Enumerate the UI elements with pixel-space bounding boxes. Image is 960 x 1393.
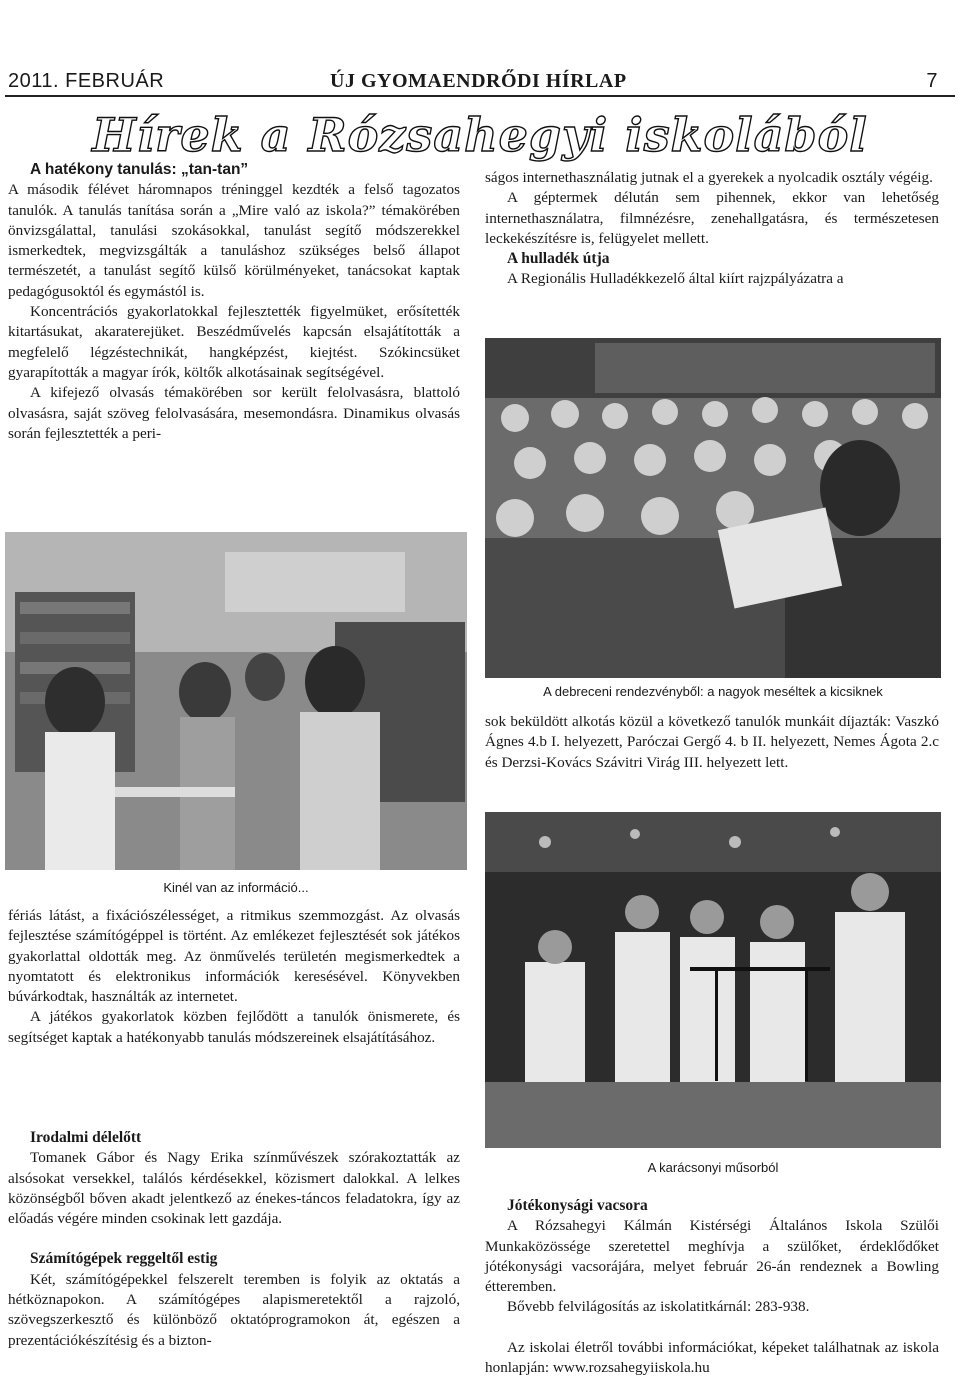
paragraph: Tomanek Gábor és Nagy Erika színművészek szórakoztatták az alsósokat versekkel, találós kérdésekkel, közismert dalokkal. A lelkes közönségből bőven akadt jelentkező az énekes-táncos feladatokra, így az előadás végére minden csokinak lett gazdája. [8, 1149, 460, 1228]
paragraph: Bővebb felvilágosítás az iskolatitkárnál: 283-938. [507, 1298, 810, 1316]
section-title-hatekony: A hatékony tanulás: „tan-tan” [30, 161, 249, 178]
photo-caption: A karácsonyi műsorból [647, 1160, 779, 1175]
photo-library-handshake [5, 532, 467, 870]
photo-children-storytime [485, 338, 941, 678]
right-column-top [485, 168, 939, 290]
photo-caption: A debreceni rendezvényből: a nagyok meséltek a kicsiknek [543, 684, 883, 699]
right-column-middle [485, 712, 939, 773]
paragraph: A géptermek délután sem pihennek, ekkor van lehetőség internethasználatra, filmnézésre, zenehallgatásra, és természetesen leckekészítésre is, felügyelet mellett. [485, 189, 939, 247]
paragraph: sok beküldött alkotás közül a következő tanulók munkáit díjazták: Vaszkó Ágnes 4.b I. helyezett, Paróczai Gergő 4. b II. helyezett, Nemes Ágota 2.c és Derzsi-Kovács Szávitri Virág III. helyezett lett. [485, 713, 939, 771]
left-column-top [8, 160, 460, 444]
section-title-irodalmi: Irodalmi délelőtt [30, 1129, 142, 1146]
photo-christmas-concert [485, 812, 941, 1148]
left-column-sections [8, 1128, 460, 1351]
header-rule [5, 95, 955, 97]
article-title: Hírek a Rózsahegyi iskolából [92, 108, 868, 162]
section-title-szamitogepek: Számítógépek reggeltől estig [30, 1250, 218, 1268]
issue-date: 2011. FEBRUÁR [8, 70, 165, 92]
paragraph: Két, számítógépekkel felszerelt teremben is folyik az oktatás a hétköznapokon. A számítógépes alapismeretektől a rajzoló, szövegszerkesztő és különböző oktatóprogramokon át, egészen a prezentációkészítésig és a bizton- [8, 1270, 460, 1349]
page-number: 7 [926, 70, 938, 92]
paragraph: A Rózsahegyi Kálmán Kistérségi Általános Iskola Szülői Munkaközössége szeretettel meghívja a szülőket, érdeklődőket jótékonysági vacsorájára, melyet február 26-án rendeznek a Bowling étteremben. [485, 1217, 939, 1296]
paragraph: Az iskolai életről további információkat, képeket találhatnak az iskola honlapján: www.rozsahegyiiskola.hu [485, 1338, 939, 1377]
paragraph: A játékos gyakorlatok közben fejlődött a tanulók önismerete, és segítséget kaptak a hatékonyabb tanulás módszereinek elsajátításához. [8, 1008, 460, 1046]
section-title-hulladek: A hulladék útja [507, 250, 610, 268]
paragraph: A második félévet háromnapos tréninggel kezdték a felső tagozatos tanulók. A tanulás tanítása során a „Mire való az iskola?” témakörében önvizsgálattal, tanulási szokásokkal, tanulást segítő módszerekkel ismerkedtek, megvizsgálták a tanuláshoz szükséges belső állapot természetét, a tanulást segítő külső körülményeket, tanácsokat kaptak pedagógusoktól és egymástól is. [8, 181, 460, 300]
paper-name: ÚJ GYOMAENDRŐDI HÍRLAP [330, 70, 627, 92]
paragraph: Koncentrációs gyakorlatokkal fejlesztették figyelmüket, erősítették kitartásukat, akaraterejüket. Beszédművelés kapcsán elsajátították a megfelelő légzéstechnikát, hangképzést, kiejtést. Szókincsüket gyarapították a magyar írók, költők alkotásainak segítségével. [8, 303, 460, 381]
left-column-bottom [8, 906, 460, 1048]
paragraph: ságos internethasználatig jutnak el a gyerekek a nyolcadik osztály végéig. [485, 169, 933, 186]
paragraph: fériás látást, a fixációszélességet, a ritmikus szemmozgást. Az olvasás fejlesztése számítógéppel is történt. Az emlékezet fejlesztését sok játékos gyakorlattal oldották meg. Az önművelés területén megismerkedtek a nyomtatott és elektronikus információk keresésével. Könyvekben búvárkodtak, használták az internetet. [8, 907, 460, 1006]
paragraph: A Regionális Hulladékkezelő által kiírt rajzpályázatra a [507, 270, 844, 288]
right-column-bottom [485, 1196, 939, 1378]
photo-caption: Kinél van az információ... [163, 880, 309, 895]
section-title-jotekonysagi: Jótékonysági vacsora [507, 1197, 648, 1214]
paragraph: A kifejező olvasás témakörében sor került felolvasásra, blattoló olvasásra, saját szöveg felolvasására, mesemondásra. Dinamikus olvasás során fejlesztették a peri- [8, 384, 460, 442]
